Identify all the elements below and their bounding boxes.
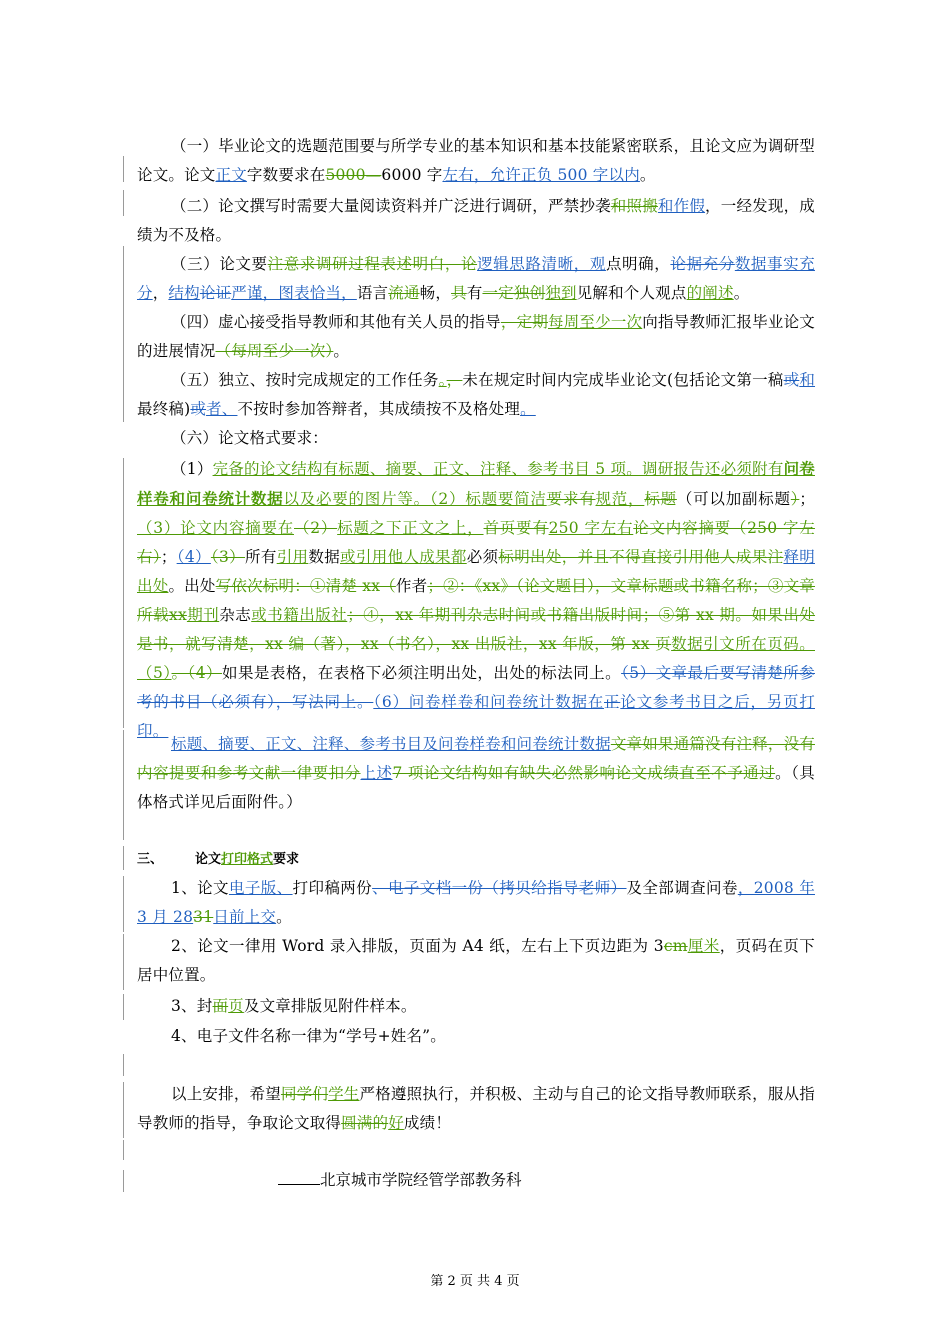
- change-bar: [123, 458, 124, 728]
- requirement-paragraph-5: （五）独立、按时完成规定的工作任务。，未在规定时间内完成毕业论文(包括论文第一稿或和最终稿)或者、不按时参加答辩者，其成绩按不及格处理。: [137, 371, 816, 418]
- page-footer: 第 2 页 共 4 页: [430, 1274, 520, 1289]
- print-requirement-1: 1、论文电子版、打印稿两份、电子文档一份（拷贝给指导老师）及全部调查问卷，2008 年 3 月 2831日前上交。: [137, 879, 815, 926]
- change-bar: [123, 156, 124, 182]
- closing-paragraph: 以上安排，希望同学们学生严格遵照执行，并积极、主动与自己的论文指导教师联系，服从指导教师的指导，争取论文取得圆满的好成绩！: [137, 1085, 815, 1132]
- change-bar: [123, 1140, 124, 1160]
- format-summary-paragraph: 标题、摘要、正文、注释、参考书目及问卷样卷和问卷统计数据文章如果通篇没有注释，没有内容提要和参考文献一律要扣分上述7 项论文结构如有缺失必然影响论文成绩直至不予通过。（具体格式详见后面附件。）: [137, 735, 815, 811]
- requirement-paragraph-2: （二）论文撰写时需要大量阅读资料并广泛进行调研，严禁抄袭和照搬和作假，一经发现，成绩为不及格。: [137, 197, 815, 244]
- change-bar: [123, 818, 124, 840]
- print-requirement-4: 4、电子文件名称一律为“学号+姓名”。: [171, 1027, 446, 1045]
- change-bar: [123, 246, 124, 308]
- change-bar: [123, 730, 124, 820]
- requirement-paragraph-3: （三）论文要注意求调研过程表述明白，论逻辑思路清晰，观点明确，论据充分数据事实充分，结构论证严谨，图表恰当，语言流通畅，具有一定独创独到见解和个人观点的阐述。: [137, 255, 815, 302]
- format-requirement-title: （六）论文格式要求：: [171, 429, 329, 447]
- signature-line: [278, 1170, 320, 1185]
- change-bar: [123, 190, 124, 216]
- change-bar: [123, 1054, 124, 1076]
- requirement-paragraph-1: （一）毕业论文的选题范围要与所学专业的基本知识和基本技能紧密联系，且论文应为调研型论文。论文正文字数要求在5000—6000 字左右，允许正负 500 字以内。: [137, 137, 815, 184]
- change-bar: [123, 1170, 124, 1192]
- print-requirement-2: 2、论文一律用 Word 录入排版，页面为 A4 纸，左右上下页边距为 3cm厘米，页码在页下居中位置。: [137, 937, 816, 984]
- signature: 北京城市学院经管学部教务科: [278, 1168, 522, 1190]
- section-heading: 三、 论文打印格式要求: [137, 852, 300, 867]
- format-requirement-items: （1）完备的论文结构有标题、摘要、正文、注释、参考书目 5 项。调研报告还必须附有问卷样卷和问卷统计数据以及必要的图片等。（2）标题要简洁要求有规范，标题（可以加副标题）；（3）论文内容摘要在（2）标题之下正文之上，首页要有250 字左右论文内容摘要（250 字左右）；（4）（3）所有引用数据或引用他人成果都必须标明出处，并且不得直接引用他人成果注释明出处。出处写依次标明：①清楚 xx（作者；②：《xx》（论文题目），文章标题或书籍名称；③文章所载xx期刊杂志或书籍出版社；④，xx 年期刊杂志时间或书籍出版时间；⑤第 xx 期。如果出处是书，就写清楚，xx 编（著），xx（书名），xx 出版社，xx 年版，第 xx 页数据引文所在页码。（5）。（4）如果是表格，在表格下必须注明出处，出处的标法同上。（5）文章最后要写清楚所参考的书目（必须有），写法同上。（6）问卷样卷和问卷统计数据在正论文参考书目之后，另页打印。: [137, 459, 816, 740]
- change-bar: [123, 876, 124, 932]
- change-bar: [123, 994, 124, 1020]
- change-bar: [123, 370, 124, 422]
- change-bar: [123, 308, 124, 370]
- change-bar: [123, 934, 124, 990]
- change-bar: [123, 846, 124, 870]
- change-bar: [123, 1082, 124, 1138]
- requirement-paragraph-4: （四）虚心接受指导教师和其他有关人员的指导，定期每周至少一次向指导教师汇报毕业论文的进展情况（每周至少一次）。: [137, 313, 816, 360]
- print-requirement-3: 3、封面页及文章排版见附件样本。: [171, 997, 417, 1015]
